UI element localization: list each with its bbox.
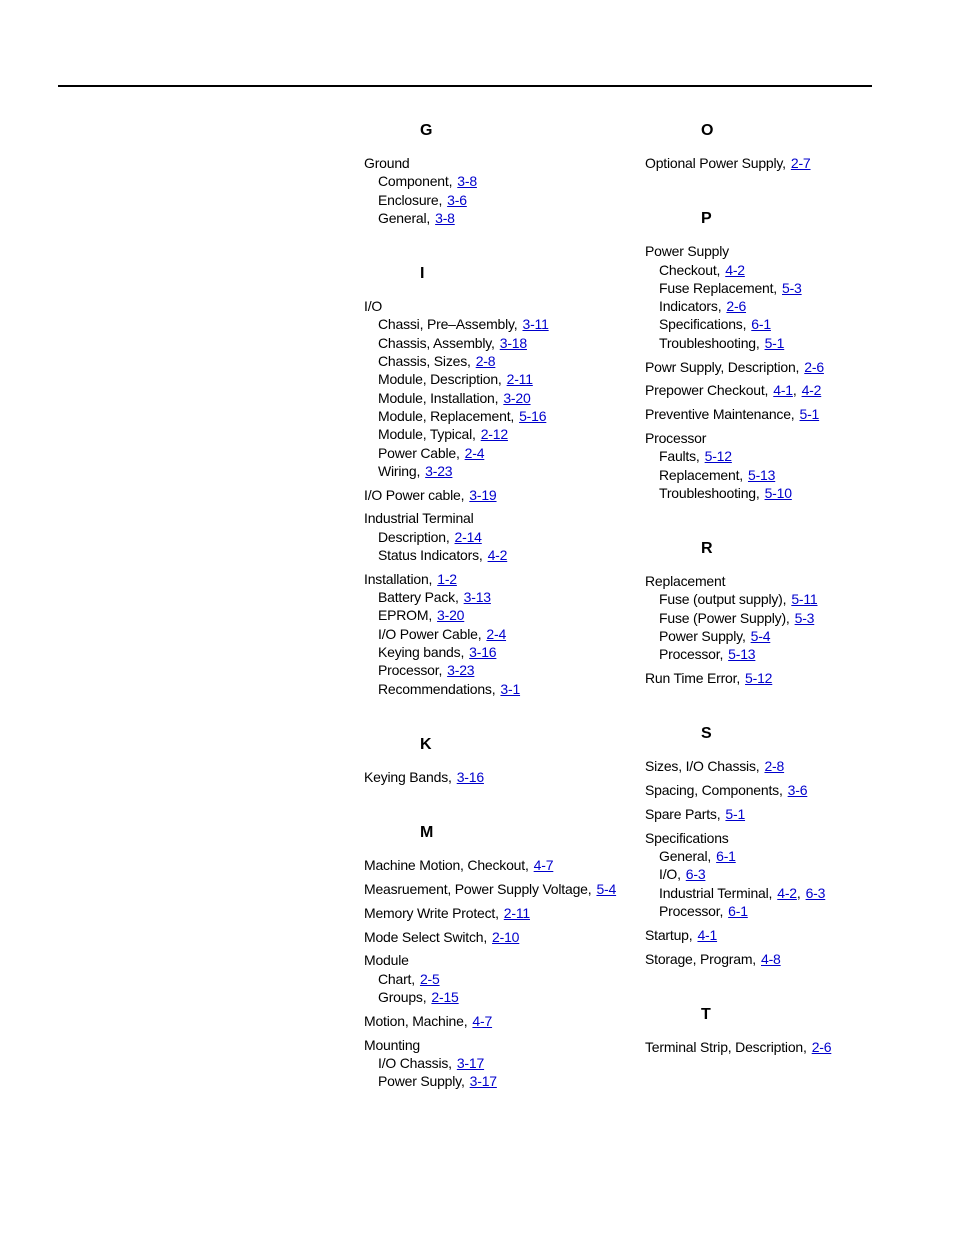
entry-term: Ground [364, 155, 410, 171]
index-entry-powr-supply-description [645, 358, 915, 376]
index-entry [645, 242, 915, 352]
section-heading [645, 1004, 915, 1026]
index-subentry-wiring [364, 462, 634, 480]
entry-term: Storage, Program, [645, 950, 756, 967]
section-letter: R [701, 540, 713, 558]
entry-term: Power Supply [645, 243, 729, 260]
entry-term: I/O, [659, 866, 681, 883]
entry-term: Industrial Terminal [364, 510, 474, 527]
page-ref-link[interactable]: 2-6 [726, 298, 747, 315]
entry-term: Processor, [378, 662, 443, 679]
entry-term: Power Supply, [378, 1073, 465, 1090]
entry-term: General, [659, 848, 712, 865]
entry-term: Motion, Machine, [364, 1012, 468, 1029]
index-subentry-general [364, 209, 634, 227]
section-letter: T [701, 1005, 711, 1023]
index-subentry-groups [364, 988, 634, 1006]
index-entry [645, 926, 915, 944]
index-subentry-fuse-replacement [645, 279, 915, 297]
page-ref-link[interactable]: 5-12 [704, 448, 732, 465]
entry-term: I/O Chassis, [378, 1054, 452, 1071]
entry-term: I/O Power Cable, [378, 625, 482, 642]
index-section-t [645, 1004, 915, 1056]
page-ref-link[interactable]: 3-17 [469, 1073, 497, 1090]
page-ref-link[interactable]: 3-23 [447, 662, 475, 679]
index-subentry-processor [645, 902, 915, 920]
index-entry [364, 1036, 634, 1091]
page-ref-link[interactable]: 4-7 [533, 857, 554, 874]
entry-term: Chart, [378, 970, 415, 987]
page-ref-link[interactable]: 6-1 [728, 903, 748, 920]
section-letter: S [701, 725, 712, 743]
index-subentry-module-description [364, 370, 634, 388]
index-section-i [364, 263, 634, 698]
entry-term: Processor, [659, 646, 724, 663]
index-subentry-power-supply [645, 627, 915, 645]
entry-term: Mounting [364, 1036, 420, 1053]
page-ref-link[interactable]: 3-6 [447, 191, 467, 208]
page-ref-link[interactable]: 6-3 [685, 866, 706, 883]
index-entry [364, 768, 634, 786]
index-entry [645, 154, 915, 172]
entry-term: Module, Description, [378, 371, 502, 388]
index-entry-sizes-i-o-chassis [645, 757, 915, 775]
entry-term: I/O [364, 298, 383, 315]
entry-term: Power Supply, [659, 628, 746, 645]
entry-term: Spacing, Components, [645, 782, 783, 799]
index-subentry-specifications [645, 315, 915, 333]
index-subentry-troubleshooting [645, 484, 915, 502]
entry-term: Processor [645, 429, 707, 446]
entry-term: Module, Installation, [378, 389, 499, 406]
index-section-g [364, 120, 634, 227]
page-ref-link[interactable]: 3-20 [437, 607, 465, 624]
index-entry-i-o [364, 297, 634, 315]
index-subentry-i-o-power-cable [364, 625, 634, 643]
index-entry-processor [645, 429, 915, 447]
entry-term: Keying bands, [378, 644, 465, 661]
index-entry-spare-parts [645, 805, 915, 823]
index-entry [645, 1038, 915, 1056]
section-heading [364, 734, 634, 756]
index-entry [645, 572, 915, 663]
entry-term: Preventive Maintenance, [645, 406, 795, 423]
page-ref-link[interactable]: 5-11 [791, 591, 818, 608]
index-entry-module [364, 951, 634, 969]
page-ref-link[interactable]: 3-8 [457, 173, 477, 190]
page-ref-link[interactable]: 2-12 [480, 426, 508, 443]
entry-term: Fuse Replacement, [659, 279, 777, 296]
index-section-r [645, 538, 915, 687]
index-subentry-chassis-assembly [364, 334, 634, 352]
entry-term: Battery Pack, [378, 589, 459, 606]
index-entry-optional-power-supply [645, 154, 915, 172]
index-entry-motion-machine [364, 1012, 634, 1030]
index-column-right [645, 120, 915, 1092]
page-ref-link[interactable]: 5-3 [794, 609, 815, 626]
page-ref-link[interactable]: 3-8 [435, 209, 455, 226]
section-letter: K [420, 735, 432, 753]
index-column-left [364, 120, 634, 1126]
section-letter: O [701, 122, 714, 139]
index-subentry-general [645, 847, 915, 865]
index-subentry-industrial-terminal [645, 884, 915, 902]
index-entry [364, 570, 634, 698]
section-heading [364, 822, 634, 844]
entry-term: Module [364, 952, 409, 969]
index-entry [645, 829, 915, 920]
index-entry [645, 757, 915, 775]
page-ref-link[interactable]: 5-10 [764, 484, 792, 501]
page-ref-link[interactable]: 5-4 [750, 628, 771, 645]
page-ref-link[interactable]: 3-6 [787, 782, 808, 799]
entry-term: Sizes, I/O Chassis, [645, 758, 760, 775]
index-subentry-i-o-chassis [364, 1054, 634, 1072]
index-entry-ground [364, 154, 634, 172]
page-ref-link[interactable]: 5-13 [747, 466, 776, 483]
index-entry-mode-select-switch [364, 928, 634, 946]
entry-term: Installation, [364, 570, 433, 587]
index-subentry-faults [645, 447, 915, 465]
page-ref-link[interactable]: 5-16 [519, 407, 547, 424]
index-subentry-module-typical [364, 425, 634, 443]
index-subentry-indicators [645, 297, 915, 315]
index-subentry-processor [364, 661, 634, 679]
page-ref-link[interactable]: 2-6 [804, 358, 824, 375]
entry-term: Fuse (Power Supply), [659, 609, 790, 626]
section-letter: I [420, 265, 425, 283]
index-entry-industrial-terminal [364, 509, 634, 527]
index-entry [364, 486, 634, 504]
index-subentry-enclosure [364, 191, 634, 209]
entry-term: Indicators, [659, 298, 722, 315]
page-ref-link[interactable]: 3-18 [499, 334, 527, 351]
page-ref-link[interactable]: 6-1 [751, 316, 771, 333]
page-ref-link[interactable]: 3-11 [522, 316, 549, 333]
entry-term: Description, [378, 528, 450, 545]
index-entry-storage-program [645, 950, 915, 968]
section-heading [645, 723, 915, 745]
index-subentry-component [364, 172, 634, 190]
page-ref-link[interactable]: 2-4 [464, 444, 485, 461]
index-entry-mounting [364, 1036, 634, 1054]
page-ref-link[interactable]: 5-3 [782, 279, 802, 296]
index-entry-machine-motion-checkout [364, 856, 634, 874]
index-entry-power-supply [645, 242, 915, 260]
page-ref-link[interactable]: 3-16 [469, 644, 497, 661]
page-ref-link[interactable]: 4-7 [472, 1012, 493, 1029]
entry-term: Replacement [645, 573, 726, 590]
entry-term: Troubleshooting, [659, 484, 760, 501]
index-subentry-battery-pack [364, 588, 634, 606]
section-heading [645, 120, 915, 142]
entry-term: Component, [378, 173, 453, 190]
index-subentry-troubleshooting [645, 334, 915, 352]
index-entry-preventive-maintenance [645, 405, 915, 423]
page-ref-link[interactable]: 2-6 [811, 1038, 832, 1055]
index-subentry-power-supply [364, 1072, 634, 1090]
index-subentry-fuse-power-supply [645, 609, 915, 627]
index-entry [645, 381, 915, 399]
entry-term: Optional Power Supply, [645, 155, 786, 171]
index-section-k [364, 734, 634, 786]
index-subentry-power-cable [364, 444, 634, 462]
entry-term: Module, Typical, [378, 426, 476, 443]
index-subentry-eprom [364, 606, 634, 624]
index-subentry-module-installation [364, 389, 634, 407]
index-entry [364, 880, 634, 898]
page-ref-link[interactable]: 2-8 [475, 353, 496, 370]
index-subentry-chart [364, 970, 634, 988]
page-ref-link[interactable]: 2-15 [431, 989, 459, 1005]
index-subentry-chassis-sizes [364, 352, 634, 370]
index-entry-terminal-strip-description [645, 1038, 915, 1056]
entry-term: Prepower Checkout, [645, 382, 769, 399]
entry-term: Checkout, [659, 261, 721, 278]
index-entry [645, 358, 915, 376]
index-section-p [645, 208, 915, 502]
page-ref-link[interactable]: 6-1 [716, 848, 736, 865]
page-ref-link[interactable]: 4-1 [773, 382, 793, 399]
section-heading [645, 538, 915, 560]
section-heading [645, 208, 915, 230]
entry-term: Memory Write Protect, [364, 904, 499, 921]
page-ref-link[interactable]: 4-2 [801, 382, 822, 399]
index-entry-measruement-power-supply-voltage [364, 880, 634, 898]
page-ref-link[interactable]: 5-12 [745, 670, 773, 687]
index-entry-keying-bands [364, 768, 634, 786]
index-entry [364, 928, 634, 946]
index-entry [364, 951, 634, 1006]
page-ref-link[interactable]: 2-4 [486, 625, 507, 642]
page-ref-link[interactable]: 2-11 [503, 904, 530, 921]
index-subentry-chassi-pre-assembly [364, 315, 634, 333]
entry-term: Chassis, Sizes, [378, 353, 471, 370]
entry-term: Chassi, Pre–Assembly, [378, 316, 518, 333]
entry-term: Fuse (output supply), [659, 591, 787, 608]
entry-term: Module, Replacement, [378, 407, 515, 424]
section-heading [364, 263, 634, 285]
entry-term: Recommendations, [378, 680, 496, 697]
entry-term: Groups, [378, 989, 427, 1005]
index-entry [364, 154, 634, 227]
index-entry-installation [364, 570, 634, 588]
page-ref-link[interactable]: 5-13 [728, 646, 756, 663]
index-entry [645, 429, 915, 502]
page-ref-link[interactable]: 3-19 [469, 486, 497, 503]
page-ref-link[interactable]: 4-2 [725, 261, 745, 278]
index-section-s [645, 723, 915, 967]
entry-term: I/O Power cable, [364, 486, 465, 503]
index-entry-memory-write-protect [364, 904, 634, 922]
entry-term: Run Time Error, [645, 670, 741, 687]
entry-term: General, [378, 209, 431, 226]
index-subentry-i-o [645, 865, 915, 883]
page-ref-link[interactable]: 1-2 [437, 570, 457, 587]
index-entry [645, 805, 915, 823]
index-entry-run-time-error [645, 669, 915, 687]
page-ref-link[interactable]: 2-7 [790, 155, 811, 171]
page-ref-link[interactable]: 2-11 [506, 371, 533, 388]
entry-term: Status Indicators, [378, 547, 483, 564]
index-entry [645, 781, 915, 799]
page-ref-link[interactable]: 3-17 [456, 1054, 485, 1071]
page-ref-link[interactable]: 5-1 [799, 406, 820, 423]
index-entry-spacing-components [645, 781, 915, 799]
section-letter: G [420, 122, 433, 139]
index-subentry-status-indicators [364, 546, 634, 564]
entry-term: Processor, [659, 903, 724, 920]
page-ref-link[interactable]: 2-5 [419, 970, 440, 987]
index-subentry-replacement [645, 466, 915, 484]
page-ref-link[interactable]: 3-1 [500, 680, 521, 697]
index-entry-prepower-checkout [645, 381, 915, 399]
page-ref-link[interactable]: 4-1 [697, 926, 718, 943]
page-ref-link[interactable]: 3-13 [463, 589, 491, 606]
page-ref-link[interactable]: 3-20 [503, 389, 531, 406]
index-entry-specifications [645, 829, 915, 847]
index-entry [364, 509, 634, 564]
index-entry-i-o-power-cable [364, 486, 634, 504]
page-ref-link[interactable]: 3-23 [425, 462, 453, 479]
index-entry [364, 904, 634, 922]
index-entry-replacement [645, 572, 915, 590]
page-ref-link[interactable]: 2-14 [454, 528, 482, 545]
index-entry-startup [645, 926, 915, 944]
page-ref-link[interactable]: 2-8 [764, 758, 785, 775]
index-subentry-processor [645, 645, 915, 663]
entry-term: Specifications, [659, 316, 747, 333]
index-entry [364, 856, 634, 874]
section-letter: P [701, 210, 712, 228]
entry-term: Faults, [659, 448, 700, 465]
index-subentry-module-replacement [364, 407, 634, 425]
page-ref-link[interactable]: 4-2 [777, 884, 797, 901]
entry-term: Replacement, [659, 466, 743, 483]
ref-separator: , [796, 884, 801, 901]
entry-term: Wiring, [378, 462, 421, 479]
page-ref-link[interactable]: 4-8 [761, 950, 781, 967]
entry-term: Powr Supply, Description, [645, 358, 800, 375]
page-ref-link[interactable]: 3-16 [456, 768, 484, 785]
page-ref-link[interactable]: 2-10 [492, 928, 520, 945]
index-subentry-description [364, 528, 634, 546]
entry-term: Industrial Terminal, [659, 884, 773, 901]
top-rule [58, 85, 872, 87]
index-subentry-keying-bands [364, 643, 634, 661]
section-letter: M [420, 824, 434, 842]
entry-term: Keying Bands, [364, 768, 452, 785]
index-entry [364, 297, 634, 480]
entry-term: Spare Parts, [645, 806, 721, 823]
entry-term: Terminal Strip, Description, [645, 1038, 807, 1055]
index-subentry-recommendations [364, 680, 634, 698]
index-entry [645, 405, 915, 423]
index-section-o [645, 120, 915, 172]
entry-term: Mode Select Switch, [364, 928, 488, 945]
index-subentry-checkout [645, 261, 915, 279]
entry-term: Startup, [645, 926, 693, 943]
index-entry [645, 669, 915, 687]
section-heading [364, 120, 634, 142]
page-ref-link[interactable]: 5-4 [596, 881, 617, 898]
entry-term: Specifications [645, 829, 729, 846]
entry-term: Troubleshooting, [659, 334, 760, 351]
index-entry [364, 1012, 634, 1030]
entry-term: Power Cable, [378, 444, 460, 461]
index-section-m [364, 822, 634, 1090]
page-ref-link[interactable]: 6-3 [805, 884, 826, 901]
entry-term: EPROM, [378, 607, 433, 624]
ref-separator: , [792, 382, 797, 399]
index-entry [645, 950, 915, 968]
page-ref-link[interactable]: 5-1 [764, 334, 785, 351]
entry-term: Enclosure, [378, 191, 443, 208]
page-ref-link[interactable]: 4-2 [487, 547, 508, 564]
index-subentry-fuse-output-supply [645, 590, 915, 608]
entry-term: Measruement, Power Supply Voltage, [364, 881, 592, 898]
entry-term: Chassis, Assembly, [378, 334, 495, 351]
entry-term: Machine Motion, Checkout, [364, 857, 529, 874]
page-ref-link[interactable]: 5-1 [725, 806, 746, 823]
